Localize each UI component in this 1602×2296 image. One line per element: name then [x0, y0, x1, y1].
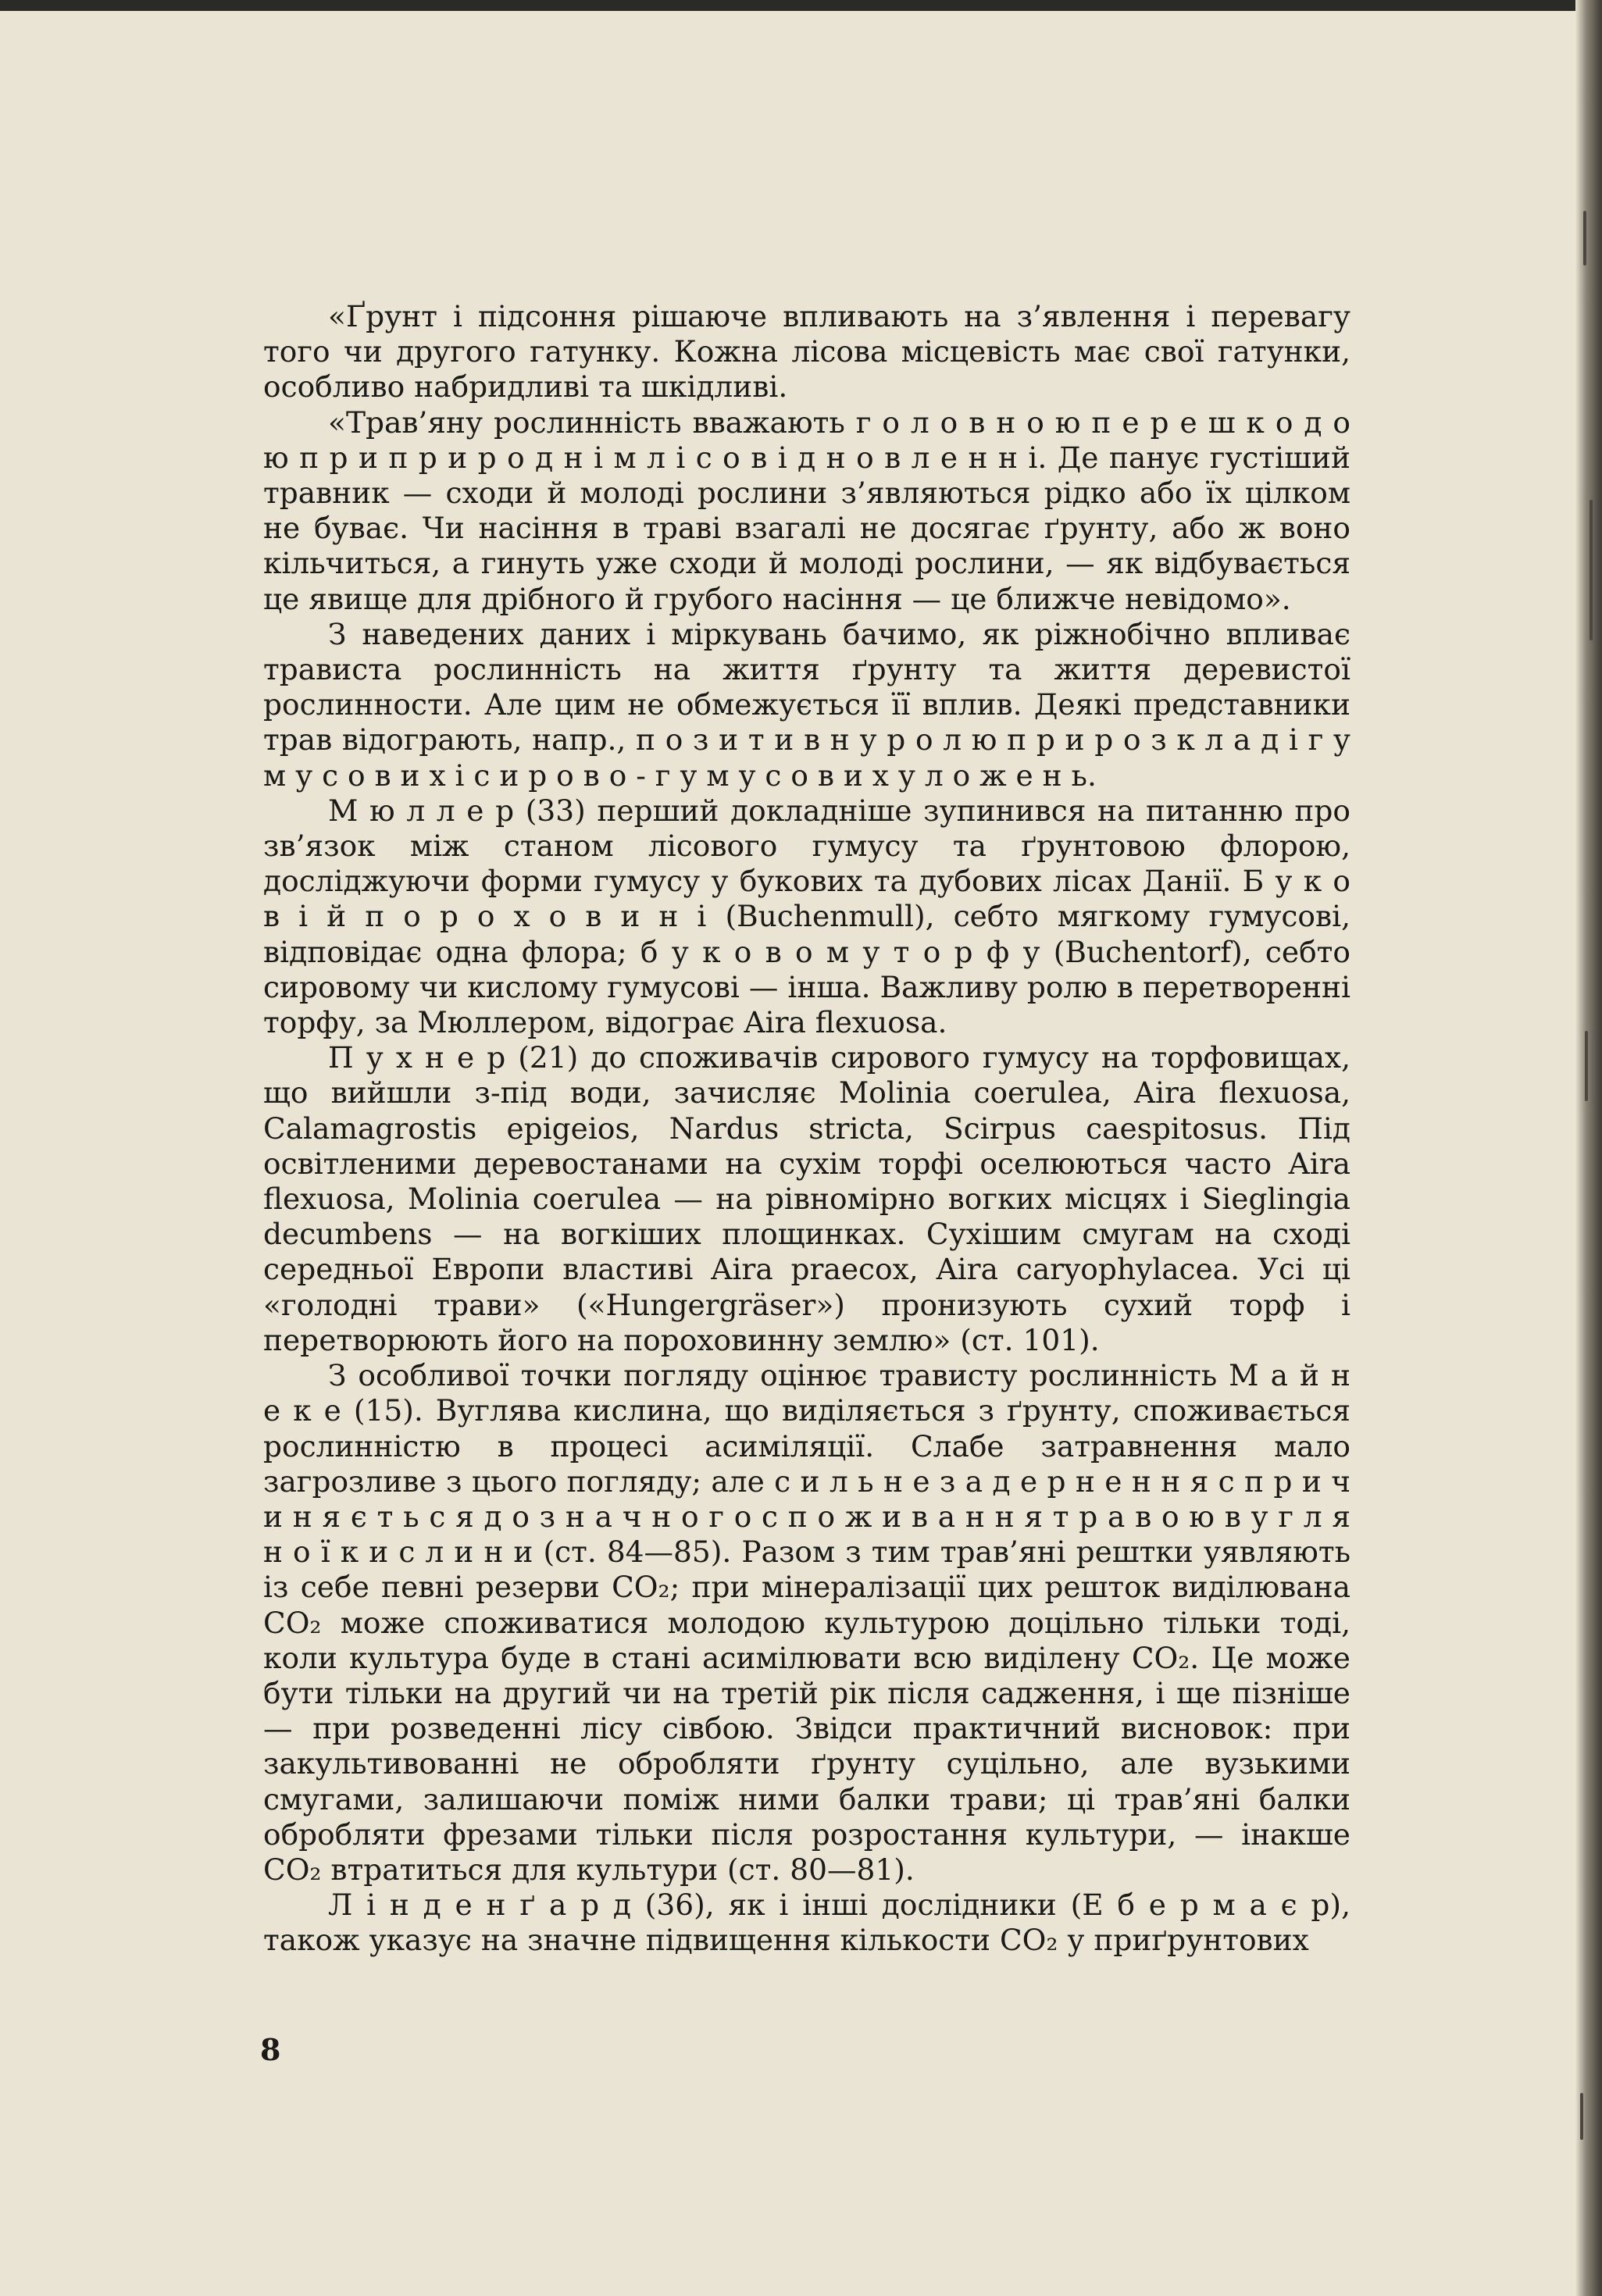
spine-mark — [1580, 2093, 1583, 2140]
paragraph-4: М ю л л е р (33) перший докладніше зупинився на питанню про зв’язок між станом лісового гумусу та ґрунтовою флорою, досліджуючи форми гумусу у букових та дубових лісах Данії. Б у к о в і й п о р о х о в и н і (Buchenmull), себто мягкому гумусові, відповідає одна флора; б у к о в о м у т о р ф у (Buchentorf), себто сировому чи кислому гумусові — інша. Важливу ролю в перетворенні торфу, за Мюллером, відограє Aira flexuosa. — [263, 793, 1350, 1040]
paragraph-3: З наведених даних і міркувань бачимо, як ріжнобічно впливає трависта рослинність на життя ґрунту та життя деревистої рослинности. Але цим не обмежується її вплив. Деякі представники трав відограють, напр., п о з и т и в н у р о л ю п р и р о з к л а д і г у м у с о в и х і с и р о в о - г у м у с о в и х у л о ж е н ь. — [263, 616, 1350, 793]
spine-mark — [1590, 500, 1593, 640]
paragraph-1: «Ґрунт і підсоння рішаюче впливають на з’явлення і перевагу того чи другого гатунку. Кожна лісова місцевість має свої гатунки, особливо набридливі та шкідливі. — [263, 299, 1350, 405]
spine-mark — [1585, 1031, 1588, 1101]
paragraph-2: «Трав’яну рослинність вважають г о л о в н о ю п е р е ш к о д о ю п р и п р и р о д н і м л і с о в і д н о в л е н н і. Де панує густіший травник — сходи й молоді рослини з’являються рідко або їх цілком не буває. Чи насіння в траві взагалі не досягає ґрунту, або ж воно кільчиться, а гинуть уже сходи й молоді рослини, — як відбувається це явище для дрібного й грубого насіння — це ближче невідомо». — [263, 405, 1350, 616]
paragraph-7: Л і н д е н ґ а р д (36), як і інші дослідники (Е б е р м а є р), також указує на значне підвищення кількости CO₂ у приґрунтових — [263, 1888, 1350, 1958]
page-number: 8 — [260, 2032, 281, 2067]
page-top-edge — [0, 0, 1602, 11]
spine-mark — [1583, 211, 1586, 266]
book-spine-shadow — [1575, 0, 1602, 2296]
paragraph-5: П у х н е р (21) до споживачів сирового гумусу на торфовищах, що вийшли з-під води, зачисляє Molinia coerulea, Aira flexuosa, Calamagrostis epigeios, Nardus stricta, Scirpus caespitosus. Під освітленими деревостанами на сухім торфі оселюються часто Aira flexuosa, Molinia coerulea — на рівномірно вогких місцях і Sieglingia decumbens — на вогкіших площинках. Сухішим смугам на сході середньої Европи властиві Aira praecox, Aira caryophylacea. Усі ці «голодні трави» («Hungergräser») пронизують сухий торф і перетворюють його на пороховинну землю» (ст. 101). — [263, 1040, 1350, 1357]
paragraph-6: З особливої точки погляду оцінює трависту рослинність М а й н е к е (15). Вуглява кислина, що виділяється з ґрунту, споживається рослинністю в процесі асиміляції. Слабе затравнення мало загрозливе з цього погляду; але с и л ь н е з а д е р н е н н я с п р и ч и н я є т ь с я д о з н а ч н о г о с п о ж и в а н н я т р а в о ю в у г л я н о ї к и с л и н и (ст. 84—85). Разом з тим трав’яні рештки уявляють із себе певні резерви CO₂; при мінералізації цих решток виділювана CO₂ може споживатися молодою культурою доцільно тільки тоді, коли культура буде в стані асимілювати всю виділену CO₂. Це може бути тільки на другий чи на третій рік після садження, і ще пізніше — при розведенні лісу сівбою. Звідси практичний висновок: при закультивованні не обробляти ґрунту суцільно, але вузькими смугами, залишаючи поміж ними балки трави; ці трав’яні балки обробляти фрезами тільки після розростання культури, — інакше CO₂ втратиться для культури (ст. 80—81). — [263, 1358, 1350, 1887]
page-body-text — [263, 299, 1350, 1959]
